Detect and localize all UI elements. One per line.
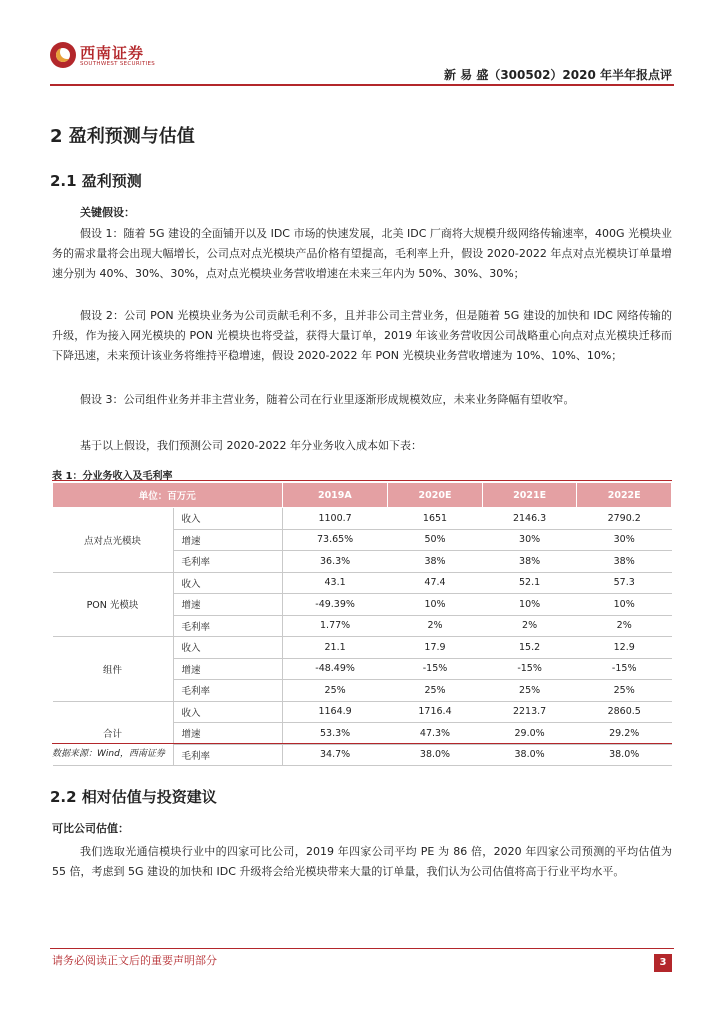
table-row — [53, 572, 672, 594]
revenue-table — [52, 482, 672, 766]
table-row — [53, 508, 672, 530]
table-metric-label: 收入 — [173, 701, 282, 723]
table-top-rule — [52, 480, 672, 481]
table-cell: 25% — [388, 680, 483, 702]
section-title: 2 盈利预测与估值 — [50, 126, 195, 147]
assumption-paragraph-1: 假设 1：随着 5G 建设的全面铺开以及 IDC 市场的快速发展，北美 IDC 厂商将大规模升级网络传输速率，400G 光模块业务的需求量将会出现大幅增长，公司点对点光模块产品价格有望提高，毛利率上升，假设 2020-2022 年点对点光模块订单量增速分别为 40%、30%、30%，点对点光模块业务营收增速在未来三年内为 50%、30%、30%； — [52, 227, 672, 280]
table-cell: 52.1 — [482, 572, 577, 594]
table-cell: 2146.3 — [482, 508, 577, 530]
table-cell: 17.9 — [388, 637, 483, 659]
table-cell: 43.1 — [282, 572, 388, 594]
footer-divider — [50, 948, 674, 949]
table-cell: 1100.7 — [282, 508, 388, 530]
table-cell: 34.7% — [282, 744, 388, 766]
table-group-label: PON 光模块 — [53, 572, 174, 637]
logo — [50, 40, 156, 76]
table-cell: 15.2 — [482, 637, 577, 659]
assumption-paragraph-3: 假设 3：公司组件业务并非主营业务，随着公司在行业里逐渐形成规模效应，未来业务降幅有望收窄。 — [80, 393, 575, 406]
table-header-year: 2019A — [282, 483, 388, 508]
table-bottom-rule — [52, 743, 672, 744]
table-cell: 53.3% — [282, 723, 388, 745]
table-cell: 1.77% — [282, 615, 388, 637]
table-cell: 25% — [482, 680, 577, 702]
table-cell: 38.0% — [388, 744, 483, 766]
table-cell: 38.0% — [482, 744, 577, 766]
header-divider — [50, 84, 674, 86]
table-cell: 38.0% — [577, 744, 672, 766]
table-cell: 2% — [482, 615, 577, 637]
table-cell: -48.49% — [282, 658, 388, 680]
table-cell: 29.0% — [482, 723, 577, 745]
table-cell: 1716.4 — [388, 701, 483, 723]
table-metric-label: 收入 — [173, 637, 282, 659]
table-metric-label: 增速 — [173, 723, 282, 745]
table-cell: 30% — [482, 529, 577, 551]
table-group-label: 组件 — [53, 637, 174, 702]
table-cell: 10% — [577, 594, 672, 616]
table-cell: 73.65% — [282, 529, 388, 551]
table-header-year: 2020E — [388, 483, 483, 508]
table-caption: 表 1：分业务收入及毛利率 — [52, 471, 173, 482]
subsection-title-valuation: 2.2 相对估值与投资建议 — [50, 788, 217, 806]
disclaimer-note: 请务必阅读正文后的重要声明部分 — [52, 954, 217, 967]
table-cell: -49.39% — [282, 594, 388, 616]
table-row — [53, 637, 672, 659]
logo-name-cn: 西南证券 — [80, 44, 145, 62]
table-row — [53, 701, 672, 723]
table-cell: 50% — [388, 529, 483, 551]
table-cell: 36.3% — [282, 551, 388, 573]
table-cell: 2% — [577, 615, 672, 637]
table-metric-label: 增速 — [173, 594, 282, 616]
table-cell: 47.3% — [388, 723, 483, 745]
table-cell: 21.1 — [282, 637, 388, 659]
table-metric-label: 毛利率 — [173, 615, 282, 637]
table-cell: 1164.9 — [282, 701, 388, 723]
table-cell: 2860.5 — [577, 701, 672, 723]
table-cell: 38% — [482, 551, 577, 573]
logo-name-en: SOUTHWEST SECURITIES — [80, 61, 156, 67]
data-source: 数据来源：Wind，西南证券 — [52, 749, 165, 759]
table-cell: 2790.2 — [577, 508, 672, 530]
table-cell: 10% — [388, 594, 483, 616]
table-header-unit: 单位：百万元 — [53, 483, 283, 508]
table-cell: 38% — [388, 551, 483, 573]
table-header-row — [53, 483, 672, 508]
table-cell: 47.4 — [388, 572, 483, 594]
table-cell: 29.2% — [577, 723, 672, 745]
table-group-label: 合计 — [53, 701, 174, 766]
table-cell: 2% — [388, 615, 483, 637]
table-cell: 12.9 — [577, 637, 672, 659]
page-number: 3 — [654, 954, 672, 972]
table-metric-label: 增速 — [173, 658, 282, 680]
table-cell: -15% — [388, 658, 483, 680]
table-cell: 30% — [577, 529, 672, 551]
table-cell: 1651 — [388, 508, 483, 530]
table-cell: 38% — [577, 551, 672, 573]
table-group-label: 点对点光模块 — [53, 508, 174, 573]
forecast-intro-paragraph: 基于以上假设，我们预测公司 2020-2022 年分业务收入成本如下表： — [80, 439, 422, 452]
subsection-title-forecast: 2.1 盈利预测 — [50, 172, 142, 190]
table-cell: -15% — [577, 658, 672, 680]
key-assumptions-label: 关键假设： — [80, 206, 135, 219]
table-header-year: 2021E — [482, 483, 577, 508]
table-metric-label: 收入 — [173, 572, 282, 594]
table-metric-label: 增速 — [173, 529, 282, 551]
table-cell: 2213.7 — [482, 701, 577, 723]
table-cell: 25% — [282, 680, 388, 702]
comparable-valuation-label: 可比公司估值： — [52, 822, 129, 835]
assumption-paragraph-2: 假设 2：公司 PON 光模块业务为公司贡献毛利不多，且并非公司主营业务，但是随着 5G 建设的加快和 IDC 网络传输的升级，作为接入网光模块的 PON 光模块也将受益，获得大量订单，2019 年该业务营收因公司战略重心向点对点光模块迁移而下降迅速，未来预计该业务将维持平稳增速，假设 2020-2022 年 PON 光模块业务营收增速为 10%、10%、10%； — [52, 309, 672, 362]
table-metric-label: 毛利率 — [173, 680, 282, 702]
table-cell: -15% — [482, 658, 577, 680]
table-cell: 10% — [482, 594, 577, 616]
table-metric-label: 毛利率 — [173, 551, 282, 573]
table-header-year: 2022E — [577, 483, 672, 508]
table-cell: 57.3 — [577, 572, 672, 594]
table-metric-label: 毛利率 — [173, 744, 282, 766]
report-title: 新 易 盛（300502）2020 年半年报点评 — [443, 68, 672, 82]
table-cell: 25% — [577, 680, 672, 702]
logo-mark-icon — [50, 42, 76, 68]
table-metric-label: 收入 — [173, 508, 282, 530]
valuation-paragraph: 我们选取光通信模块行业中的四家可比公司，2019 年四家公司平均 PE 为 86 倍，2020 年四家公司预测的平均估值为 55 倍，考虑到 5G 建设的加快和 IDC 升级将会给光模块带来大量的订单量，我们认为公司估值将高于行业平均水平。 — [52, 845, 672, 878]
